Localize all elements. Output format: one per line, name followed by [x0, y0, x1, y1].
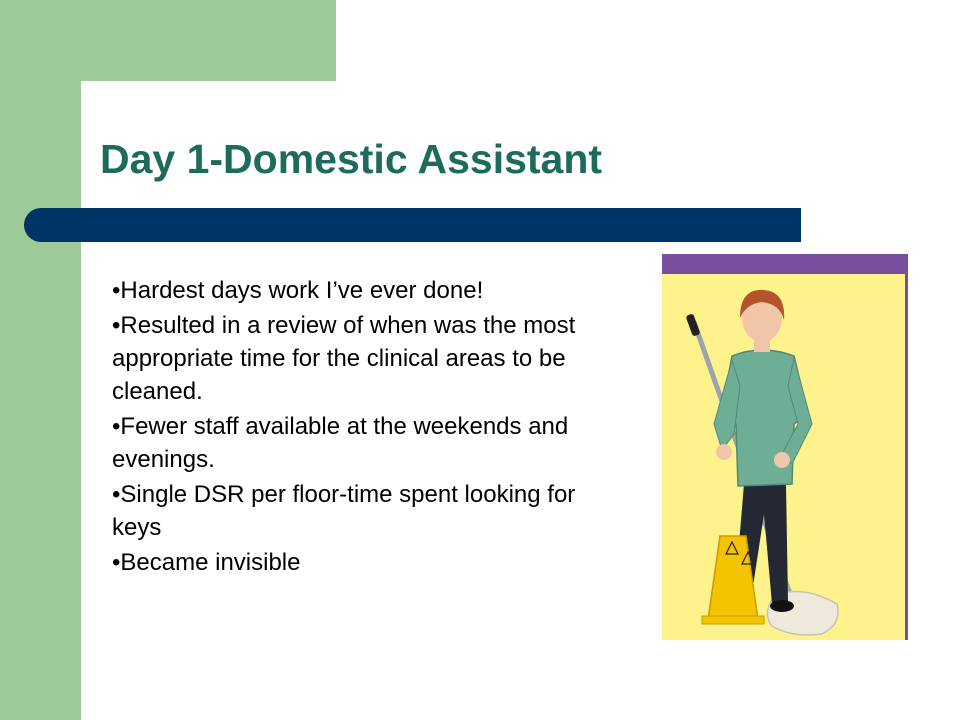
- bullet-list: [112, 274, 612, 581]
- wet-floor-sign-base: [702, 616, 764, 624]
- cleaner-photo: [662, 254, 908, 640]
- bullet-item: •Resulted in a review of when was the most appropriate time for the clinical areas to be cleaned.: [112, 312, 576, 405]
- slide-title: Day 1-Domestic Assistant: [100, 136, 603, 182]
- bullet-item: •Single DSR per floor-time spent looking for keys: [112, 481, 576, 541]
- bullet-item: •Became invisible: [112, 549, 301, 576]
- title-underline-bar: [24, 208, 801, 242]
- shoe: [770, 600, 794, 612]
- cleaner-illustration: [662, 274, 905, 640]
- mop-grip: [685, 313, 700, 336]
- bullet-item: •Fewer staff available at the weekends and evenings.: [112, 413, 569, 473]
- hand: [774, 452, 790, 468]
- decorative-green-bar-left: [0, 0, 81, 720]
- hand: [716, 444, 732, 460]
- bullet-item: •Hardest days work I’ve ever done!: [112, 277, 484, 304]
